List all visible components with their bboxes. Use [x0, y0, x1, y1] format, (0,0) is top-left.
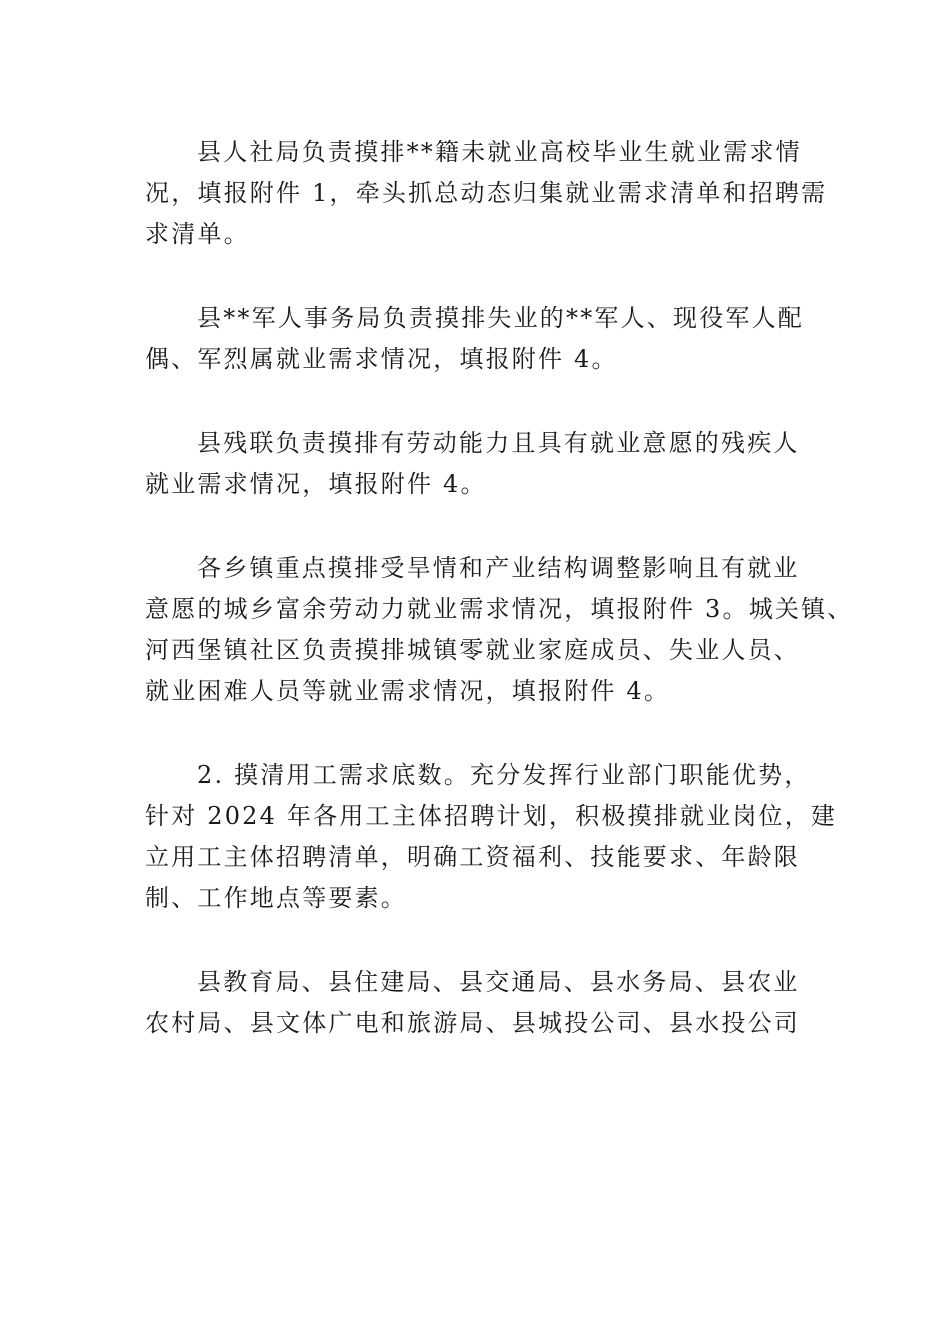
text-line: 县人社局负责摸排**籍未就业高校毕业生就业需求情 — [197, 138, 802, 166]
document-body — [145, 132, 854, 1087]
text-line: 各乡镇重点摸排受旱情和产业结构调整影响且有就业 — [197, 554, 800, 582]
text-line: 况，填报附件 1，牵头抓总动态归集就业需求清单和招聘需 — [145, 179, 828, 207]
text-line: 县**军人事务局负责摸排失业的**军人、现役军人配 — [197, 304, 804, 332]
paragraph-veterans-bureau — [145, 298, 804, 380]
paragraph-county-departments — [145, 962, 800, 1044]
paragraph-disabled-federation — [145, 423, 800, 505]
text-line: 就业需求情况，填报附件 4。 — [145, 470, 487, 498]
text-line: 意愿的城乡富余劳动力就业需求情况，填报附件 3。城关镇、 — [145, 595, 854, 623]
paragraph-employment-demand — [145, 755, 838, 919]
paragraph-hr-bureau — [145, 132, 828, 255]
paragraph-townships — [145, 548, 854, 712]
text-line: 就业困难人员等就业需求情况，填报附件 4。 — [145, 677, 671, 705]
text-line: 2. 摸清用工需求底数。充分发挥行业部门职能优势， — [197, 761, 811, 789]
text-line: 河西堡镇社区负责摸排城镇零就业家庭成员、失业人员、 — [145, 636, 800, 664]
text-line: 制、工作地点等要素。 — [145, 884, 407, 912]
text-line: 针对 2024 年各用工主体招聘计划，积极摸排就业岗位，建 — [145, 802, 838, 830]
text-line: 农村局、县文体广电和旅游局、县城投公司、县水投公司 — [145, 1009, 800, 1037]
text-line: 立用工主体招聘清单，明确工资福利、技能要求、年龄限 — [145, 843, 800, 871]
text-line: 偶、军烈属就业需求情况，填报附件 4。 — [145, 345, 618, 373]
text-line: 求清单。 — [145, 220, 250, 248]
text-line: 县教育局、县住建局、县交通局、县水务局、县农业 — [197, 968, 800, 996]
text-line: 县残联负责摸排有劳动能力且具有就业意愿的残疾人 — [197, 429, 800, 457]
